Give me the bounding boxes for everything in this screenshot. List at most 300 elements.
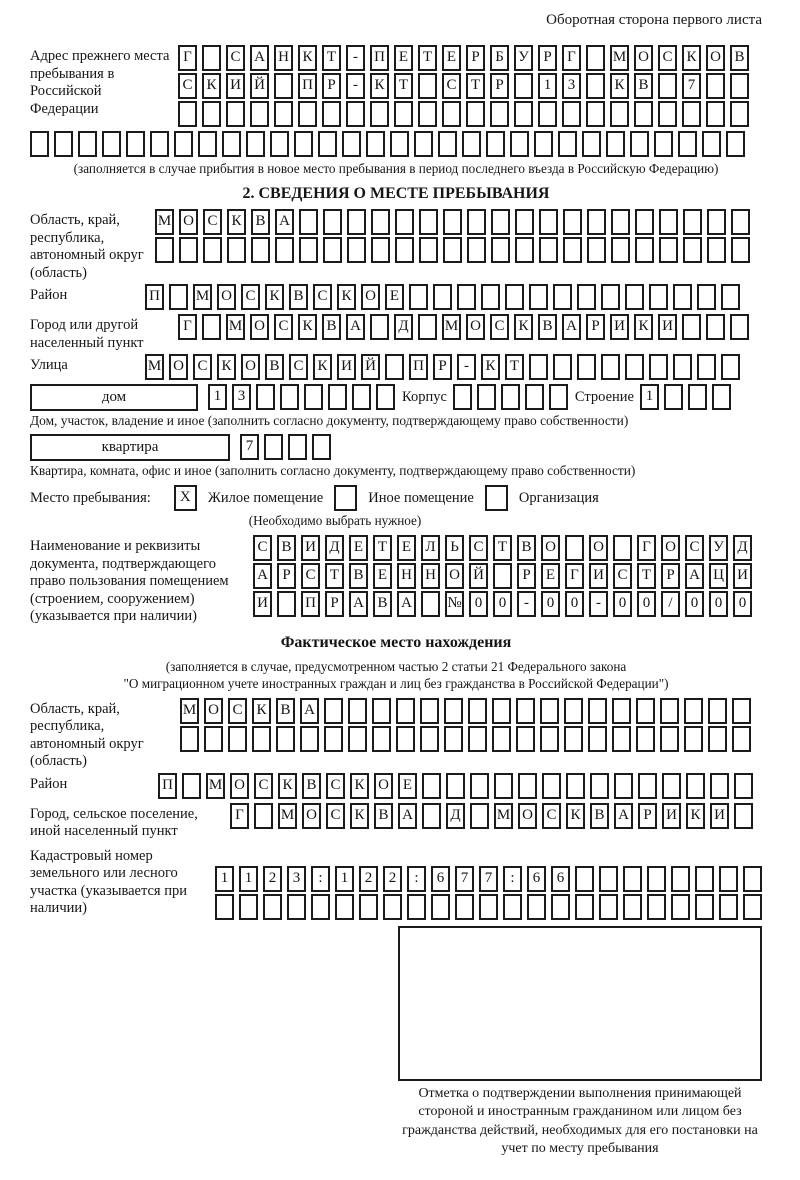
char-cell[interactable]: Е (394, 45, 413, 71)
char-cell[interactable]: О (466, 314, 485, 340)
char-cell[interactable] (563, 209, 582, 235)
char-cell[interactable] (443, 237, 462, 263)
char-cell[interactable] (324, 726, 343, 752)
char-cell[interactable] (732, 698, 751, 724)
char-cell[interactable]: 0 (733, 591, 752, 617)
char-cell[interactable]: 1 (208, 384, 227, 410)
char-cell[interactable] (383, 894, 402, 920)
char-cell[interactable]: И (658, 314, 677, 340)
char-cell[interactable]: 2 (263, 866, 282, 892)
char-cell[interactable]: Д (325, 535, 344, 561)
char-cell[interactable] (664, 384, 683, 410)
char-cell[interactable] (422, 803, 441, 829)
char-cell[interactable] (660, 726, 679, 752)
char-cell[interactable] (453, 384, 472, 410)
char-cell[interactable] (274, 101, 293, 127)
char-cell[interactable] (202, 45, 221, 71)
char-cell[interactable]: С (613, 563, 632, 589)
char-cell[interactable]: 6 (527, 866, 546, 892)
char-cell[interactable] (323, 237, 342, 263)
char-cell[interactable]: Г (230, 803, 249, 829)
char-cell[interactable] (719, 866, 738, 892)
char-cell[interactable] (649, 354, 668, 380)
char-cell[interactable] (647, 866, 666, 892)
char-cell[interactable] (563, 237, 582, 263)
char-cell[interactable]: И (710, 803, 729, 829)
char-cell[interactable] (721, 284, 740, 310)
char-cell[interactable]: Ь (445, 535, 464, 561)
char-cell[interactable]: М (610, 45, 629, 71)
char-cell[interactable]: С (542, 803, 561, 829)
char-cell[interactable] (582, 131, 601, 157)
char-cell[interactable]: В (349, 563, 368, 589)
char-cell[interactable]: Е (541, 563, 560, 589)
char-cell[interactable]: - (346, 45, 365, 71)
char-cell[interactable]: П (298, 73, 317, 99)
char-cell[interactable] (477, 384, 496, 410)
char-cell[interactable]: О (302, 803, 321, 829)
char-cell[interactable] (396, 726, 415, 752)
char-cell[interactable]: В (634, 73, 653, 99)
char-cell[interactable]: С (274, 314, 293, 340)
char-cell[interactable]: К (202, 73, 221, 99)
char-cell[interactable]: Й (250, 73, 269, 99)
char-cell[interactable] (708, 698, 727, 724)
char-cell[interactable] (566, 773, 585, 799)
char-cell[interactable]: А (398, 803, 417, 829)
char-cell[interactable] (250, 101, 269, 127)
char-cell[interactable] (695, 894, 714, 920)
char-cell[interactable] (300, 726, 319, 752)
char-cell[interactable] (492, 726, 511, 752)
char-cell[interactable] (371, 237, 390, 263)
char-cell[interactable] (466, 101, 485, 127)
char-cell[interactable] (636, 726, 655, 752)
char-cell[interactable]: А (275, 209, 294, 235)
char-cell[interactable] (612, 698, 631, 724)
char-cell[interactable]: К (514, 314, 533, 340)
char-cell[interactable]: С (241, 284, 260, 310)
char-cell[interactable] (636, 698, 655, 724)
char-cell[interactable] (366, 131, 385, 157)
char-cell[interactable] (623, 894, 642, 920)
char-cell[interactable]: М (180, 698, 199, 724)
char-cell[interactable]: О (706, 45, 725, 71)
char-cell[interactable]: Р (661, 563, 680, 589)
char-cell[interactable] (649, 284, 668, 310)
char-cell[interactable] (516, 726, 535, 752)
char-cell[interactable] (730, 101, 749, 127)
char-cell[interactable] (501, 384, 520, 410)
char-cell[interactable] (586, 73, 605, 99)
char-cell[interactable]: К (265, 284, 284, 310)
char-cell[interactable] (202, 101, 221, 127)
char-cell[interactable]: 0 (469, 591, 488, 617)
char-cell[interactable] (586, 45, 605, 71)
char-cell[interactable] (702, 131, 721, 157)
char-cell[interactable]: 1 (640, 384, 659, 410)
char-cell[interactable] (588, 726, 607, 752)
char-cell[interactable] (634, 101, 653, 127)
char-cell[interactable]: С (685, 535, 704, 561)
char-cell[interactable] (706, 314, 725, 340)
char-cell[interactable] (710, 773, 729, 799)
char-cell[interactable] (553, 354, 572, 380)
char-cell[interactable] (613, 535, 632, 561)
char-cell[interactable]: К (313, 354, 332, 380)
char-cell[interactable]: - (457, 354, 476, 380)
char-cell[interactable] (590, 773, 609, 799)
char-cell[interactable] (539, 209, 558, 235)
char-cell[interactable]: О (445, 563, 464, 589)
char-cell[interactable]: В (322, 314, 341, 340)
char-cell[interactable]: Е (442, 45, 461, 71)
checkbox-residential[interactable]: X (174, 485, 197, 511)
char-cell[interactable]: П (158, 773, 177, 799)
char-cell[interactable] (228, 726, 247, 752)
char-cell[interactable] (553, 284, 572, 310)
char-cell[interactable] (491, 237, 510, 263)
char-cell[interactable]: С (326, 773, 345, 799)
char-cell[interactable] (370, 314, 389, 340)
char-cell[interactable]: Н (274, 45, 293, 71)
char-cell[interactable] (491, 209, 510, 235)
char-cell[interactable] (462, 131, 481, 157)
char-cell[interactable]: И (226, 73, 245, 99)
char-cell[interactable] (697, 284, 716, 310)
char-cell[interactable]: А (346, 314, 365, 340)
char-cell[interactable] (734, 773, 753, 799)
char-cell[interactable]: 2 (359, 866, 378, 892)
char-cell[interactable]: Т (493, 535, 512, 561)
char-cell[interactable] (182, 773, 201, 799)
char-cell[interactable]: - (517, 591, 536, 617)
char-cell[interactable]: А (614, 803, 633, 829)
char-cell[interactable] (660, 698, 679, 724)
char-cell[interactable]: Е (349, 535, 368, 561)
char-cell[interactable] (743, 866, 762, 892)
char-cell[interactable] (625, 284, 644, 310)
char-cell[interactable] (385, 354, 404, 380)
char-cell[interactable]: У (709, 535, 728, 561)
char-cell[interactable]: Т (394, 73, 413, 99)
char-cell[interactable] (730, 73, 749, 99)
char-cell[interactable]: О (217, 284, 236, 310)
char-cell[interactable]: С (313, 284, 332, 310)
char-cell[interactable]: : (311, 866, 330, 892)
char-cell[interactable]: Д (446, 803, 465, 829)
char-cell[interactable] (198, 131, 217, 157)
char-cell[interactable]: С (178, 73, 197, 99)
char-cell[interactable] (516, 698, 535, 724)
char-cell[interactable]: Р (466, 45, 485, 71)
char-cell[interactable]: Т (322, 45, 341, 71)
char-cell[interactable] (328, 384, 347, 410)
char-cell[interactable]: 7 (682, 73, 701, 99)
char-cell[interactable] (421, 591, 440, 617)
char-cell[interactable] (54, 131, 73, 157)
char-cell[interactable]: : (503, 866, 522, 892)
char-cell[interactable] (671, 894, 690, 920)
char-cell[interactable]: О (179, 209, 198, 235)
char-cell[interactable] (419, 237, 438, 263)
char-cell[interactable] (630, 131, 649, 157)
char-cell[interactable] (409, 284, 428, 310)
char-cell[interactable]: К (252, 698, 271, 724)
char-cell[interactable] (706, 101, 725, 127)
char-cell[interactable]: О (634, 45, 653, 71)
char-cell[interactable]: Й (361, 354, 380, 380)
checkbox-other-premise[interactable] (334, 485, 357, 511)
char-cell[interactable]: О (541, 535, 560, 561)
char-cell[interactable] (515, 209, 534, 235)
char-cell[interactable] (732, 726, 751, 752)
char-cell[interactable] (638, 773, 657, 799)
char-cell[interactable]: Е (398, 773, 417, 799)
char-cell[interactable] (180, 726, 199, 752)
char-cell[interactable] (707, 209, 726, 235)
char-cell[interactable]: К (370, 73, 389, 99)
char-cell[interactable] (226, 101, 245, 127)
char-cell[interactable]: И (301, 535, 320, 561)
char-cell[interactable] (625, 354, 644, 380)
char-cell[interactable] (695, 866, 714, 892)
char-cell[interactable] (686, 773, 705, 799)
char-cell[interactable]: 3 (232, 384, 251, 410)
char-cell[interactable] (335, 894, 354, 920)
char-cell[interactable]: 7 (479, 866, 498, 892)
char-cell[interactable] (518, 773, 537, 799)
char-cell[interactable] (682, 314, 701, 340)
char-cell[interactable] (611, 237, 630, 263)
char-cell[interactable]: К (278, 773, 297, 799)
char-cell[interactable]: С (490, 314, 509, 340)
char-cell[interactable] (420, 726, 439, 752)
char-cell[interactable]: Т (373, 535, 392, 561)
char-cell[interactable]: О (374, 773, 393, 799)
char-cell[interactable]: Т (466, 73, 485, 99)
char-cell[interactable] (540, 726, 559, 752)
char-cell[interactable]: К (634, 314, 653, 340)
char-cell[interactable] (734, 803, 753, 829)
char-cell[interactable] (486, 131, 505, 157)
char-cell[interactable]: Е (373, 563, 392, 589)
char-cell[interactable]: М (278, 803, 297, 829)
char-cell[interactable]: К (682, 45, 701, 71)
char-cell[interactable] (352, 384, 371, 410)
char-cell[interactable] (419, 209, 438, 235)
char-cell[interactable] (169, 284, 188, 310)
char-cell[interactable]: В (517, 535, 536, 561)
char-cell[interactable]: А (349, 591, 368, 617)
char-cell[interactable] (743, 894, 762, 920)
char-cell[interactable]: 0 (493, 591, 512, 617)
char-cell[interactable] (395, 237, 414, 263)
char-cell[interactable]: К (686, 803, 705, 829)
char-cell[interactable] (78, 131, 97, 157)
char-cell[interactable]: У (514, 45, 533, 71)
char-cell[interactable] (731, 237, 750, 263)
char-cell[interactable]: 1 (239, 866, 258, 892)
char-cell[interactable] (503, 894, 522, 920)
char-cell[interactable]: С (658, 45, 677, 71)
char-cell[interactable] (731, 209, 750, 235)
char-cell[interactable]: Т (418, 45, 437, 71)
char-cell[interactable]: С (254, 773, 273, 799)
char-cell[interactable]: К (350, 803, 369, 829)
char-cell[interactable]: П (370, 45, 389, 71)
char-cell[interactable]: А (250, 45, 269, 71)
char-cell[interactable]: К (298, 314, 317, 340)
char-cell[interactable] (318, 131, 337, 157)
char-cell[interactable] (264, 434, 283, 460)
char-cell[interactable]: Б (490, 45, 509, 71)
char-cell[interactable] (707, 237, 726, 263)
char-cell[interactable] (467, 209, 486, 235)
char-cell[interactable] (102, 131, 121, 157)
char-cell[interactable] (444, 698, 463, 724)
char-cell[interactable]: К (337, 284, 356, 310)
char-cell[interactable] (372, 726, 391, 752)
char-cell[interactable] (514, 101, 533, 127)
char-cell[interactable]: О (250, 314, 269, 340)
char-cell[interactable] (418, 73, 437, 99)
char-cell[interactable] (565, 535, 584, 561)
char-cell[interactable] (721, 354, 740, 380)
char-cell[interactable] (204, 726, 223, 752)
char-cell[interactable] (529, 354, 548, 380)
char-cell[interactable]: И (733, 563, 752, 589)
char-cell[interactable] (457, 284, 476, 310)
char-cell[interactable]: А (685, 563, 704, 589)
char-cell[interactable]: 7 (240, 434, 259, 460)
char-cell[interactable]: С (289, 354, 308, 380)
char-cell[interactable] (564, 726, 583, 752)
char-cell[interactable] (683, 209, 702, 235)
char-cell[interactable]: 0 (541, 591, 560, 617)
char-cell[interactable]: Е (385, 284, 404, 310)
char-cell[interactable] (684, 726, 703, 752)
char-cell[interactable]: В (590, 803, 609, 829)
char-cell[interactable] (252, 726, 271, 752)
char-cell[interactable] (254, 803, 273, 829)
char-cell[interactable] (322, 101, 341, 127)
char-cell[interactable] (586, 101, 605, 127)
char-cell[interactable]: И (337, 354, 356, 380)
char-cell[interactable]: П (301, 591, 320, 617)
char-cell[interactable]: И (589, 563, 608, 589)
char-cell[interactable] (270, 131, 289, 157)
char-cell[interactable] (662, 773, 681, 799)
char-cell[interactable] (612, 726, 631, 752)
char-cell[interactable] (274, 73, 293, 99)
char-cell[interactable]: 0 (685, 591, 704, 617)
char-cell[interactable] (470, 773, 489, 799)
char-cell[interactable] (562, 101, 581, 127)
char-cell[interactable]: - (589, 591, 608, 617)
char-cell[interactable]: О (661, 535, 680, 561)
char-cell[interactable]: И (662, 803, 681, 829)
char-cell[interactable]: Т (325, 563, 344, 589)
char-cell[interactable] (227, 237, 246, 263)
char-cell[interactable]: И (610, 314, 629, 340)
char-cell[interactable] (549, 384, 568, 410)
char-cell[interactable] (673, 284, 692, 310)
char-cell[interactable]: В (538, 314, 557, 340)
char-cell[interactable] (304, 384, 323, 410)
char-cell[interactable] (719, 894, 738, 920)
char-cell[interactable] (599, 894, 618, 920)
char-cell[interactable] (150, 131, 169, 157)
char-cell[interactable] (298, 101, 317, 127)
char-cell[interactable]: Л (421, 535, 440, 561)
char-cell[interactable]: - (346, 73, 365, 99)
char-cell[interactable] (468, 698, 487, 724)
char-cell[interactable] (610, 101, 629, 127)
char-cell[interactable] (312, 434, 331, 460)
char-cell[interactable]: Р (538, 45, 557, 71)
char-cell[interactable] (659, 237, 678, 263)
char-cell[interactable]: В (277, 535, 296, 561)
char-cell[interactable] (601, 354, 620, 380)
char-cell[interactable]: А (397, 591, 416, 617)
char-cell[interactable]: Р (325, 591, 344, 617)
char-cell[interactable]: В (265, 354, 284, 380)
char-cell[interactable]: 6 (431, 866, 450, 892)
char-cell[interactable]: О (230, 773, 249, 799)
char-cell[interactable] (534, 131, 553, 157)
char-cell[interactable] (395, 209, 414, 235)
char-cell[interactable]: К (481, 354, 500, 380)
char-cell[interactable] (490, 101, 509, 127)
char-cell[interactable]: Д (733, 535, 752, 561)
char-cell[interactable]: Е (397, 535, 416, 561)
char-cell[interactable]: С (442, 73, 461, 99)
char-cell[interactable]: А (562, 314, 581, 340)
char-cell[interactable] (390, 131, 409, 157)
char-cell[interactable]: 0 (709, 591, 728, 617)
char-cell[interactable]: К (350, 773, 369, 799)
char-cell[interactable] (442, 101, 461, 127)
char-cell[interactable]: А (253, 563, 272, 589)
char-cell[interactable]: / (661, 591, 680, 617)
char-cell[interactable] (577, 284, 596, 310)
char-cell[interactable]: М (494, 803, 513, 829)
char-cell[interactable] (479, 894, 498, 920)
char-cell[interactable]: Т (637, 563, 656, 589)
char-cell[interactable] (276, 726, 295, 752)
char-cell[interactable] (174, 131, 193, 157)
char-cell[interactable] (443, 209, 462, 235)
char-cell[interactable]: К (610, 73, 629, 99)
char-cell[interactable] (635, 237, 654, 263)
char-cell[interactable] (647, 894, 666, 920)
char-cell[interactable] (372, 698, 391, 724)
char-cell[interactable] (706, 73, 725, 99)
char-cell[interactable]: Р (277, 563, 296, 589)
char-cell[interactable]: С (469, 535, 488, 561)
char-cell[interactable]: С (301, 563, 320, 589)
char-cell[interactable]: 1 (215, 866, 234, 892)
char-cell[interactable] (370, 101, 389, 127)
char-cell[interactable]: 3 (287, 866, 306, 892)
char-cell[interactable] (678, 131, 697, 157)
char-cell[interactable] (564, 698, 583, 724)
char-cell[interactable]: В (374, 803, 393, 829)
char-cell[interactable]: О (204, 698, 223, 724)
char-cell[interactable] (263, 894, 282, 920)
char-cell[interactable]: Г (178, 314, 197, 340)
